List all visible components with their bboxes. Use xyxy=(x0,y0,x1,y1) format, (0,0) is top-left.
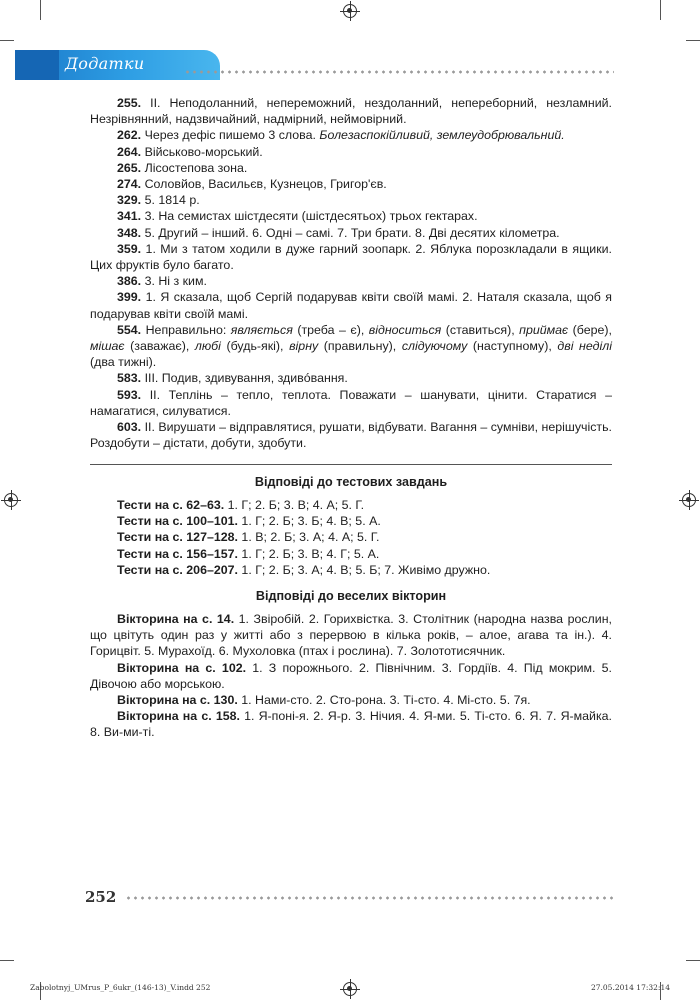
answer-text: (заважає), xyxy=(124,339,195,354)
answer-number: 348. xyxy=(117,225,142,240)
crop-mark xyxy=(686,960,700,961)
answer-text: (треба – є), xyxy=(292,322,369,337)
quiz-item xyxy=(90,692,612,708)
answer-number: 359. xyxy=(117,241,142,256)
answer-item xyxy=(90,322,612,371)
test-item-answers: 1. Г; 2. Б; 3. Б; 4. В; 5. А. xyxy=(237,514,381,529)
answer-item xyxy=(90,192,612,208)
answer-text: ІІ. Вирушати – відправлятися, рушати, відбувати. Вагання – сумніви, нерішучість. Роздобути – дістати, добути, здобути. xyxy=(90,420,612,451)
section-divider xyxy=(90,464,612,465)
registration-mark-icon xyxy=(682,493,696,507)
quiz-item xyxy=(90,660,612,692)
footer-dotted-line xyxy=(125,896,615,900)
answer-item xyxy=(90,160,612,176)
registration-mark-icon xyxy=(343,4,357,18)
test-item xyxy=(90,529,612,545)
crop-mark xyxy=(686,40,700,41)
answer-text: 3. На семистах шістдесяти (шістдесятьох) трьох гектарах. xyxy=(141,209,478,224)
answer-number: 265. xyxy=(117,160,142,175)
test-item xyxy=(90,562,612,578)
test-item-label: Тести на с. 127–128. xyxy=(117,530,238,545)
answer-example-text: мішає xyxy=(90,339,125,354)
answer-number: 593. xyxy=(117,387,142,402)
quiz-item-label: Вікторина на с. 158. xyxy=(117,709,240,724)
answer-text: 5. Другий – інший. 6. Одні – самі. 7. Три брати. 8. Дві десятих кілометра. xyxy=(141,225,560,240)
test-item-label: Тести на с. 62–63. xyxy=(117,498,225,512)
page-number: 252 xyxy=(85,888,117,906)
test-item-label: Тести на с. 100–101. xyxy=(117,514,238,529)
answer-text: Військово-морський. xyxy=(141,144,263,159)
registration-mark-icon xyxy=(343,982,357,996)
answer-item xyxy=(90,208,612,224)
quiz-item-answers: 1. Звіробій. 2. Горихвістка. 3. Столітник (народна назва рослин, що цвітуть один раз у житті або з перервою в кілька років, – алое, агава та ін.). 4. Горицвіт. 5. Мурахоїд. 6. Мухоловка (птах і рослина). 7. Золототисячник. xyxy=(90,612,612,659)
answer-number: 264. xyxy=(117,144,142,159)
answer-example-text: любі xyxy=(194,339,221,354)
slug-filename: Zabolotnyj_UMrus_P_6ukr_(146-13)_V.indd 252 xyxy=(30,983,211,992)
quiz-item-label: Вікторина на с. 102. xyxy=(117,660,247,675)
answer-item xyxy=(90,289,612,321)
test-item-label: Тести на с. 206–207. xyxy=(117,562,238,577)
answer-text: (бере), xyxy=(568,322,612,337)
answer-text: Неправильно: xyxy=(141,322,231,337)
tests-heading: Відповіді до тестових завдань xyxy=(254,475,448,489)
answer-text: (наступному), xyxy=(467,339,558,354)
answer-text: (два тижні). xyxy=(90,355,157,370)
answer-text: ІІ. Теплінь – тепло, теплота. Поважати – шанувати, цінити. Старатися – намагатися, силуватися. xyxy=(90,387,612,418)
header-dotted-line xyxy=(184,70,614,74)
quiz-item-answers: 1. Я-поні-я. 2. Я-р. 3. Нічия. 4. Я-ми. 5. Ті-сто. 6. Я. 7. Я-майка. 8. Ви-ми-ті. xyxy=(90,709,612,740)
answer-example-text: приймає xyxy=(519,322,569,337)
quiz-item xyxy=(90,611,612,660)
tests-list xyxy=(90,497,612,578)
quiz-item xyxy=(90,708,612,740)
answer-item xyxy=(90,241,612,273)
answer-item xyxy=(90,419,612,451)
test-item xyxy=(90,513,612,529)
quizzes-heading: Відповіді до веселих вікторин xyxy=(255,589,447,603)
answer-item xyxy=(90,95,612,127)
quiz-item-answers: 1. Нами-сто. 2. Сто-рона. 3. Ті-сто. 4. Мі-сто. 5. 7я. xyxy=(237,693,531,708)
answer-number: 399. xyxy=(117,290,142,305)
section-title: Додатки xyxy=(65,54,145,73)
section-tab-accent xyxy=(15,50,59,80)
answer-number: 329. xyxy=(117,193,142,208)
answer-example-text: слідуючому xyxy=(401,339,468,354)
answer-item xyxy=(90,127,612,143)
crop-mark xyxy=(40,0,41,20)
answer-text: (правильну), xyxy=(318,339,402,354)
answer-text: Лісостепова зона. xyxy=(141,160,248,175)
answer-text: 1. Ми з татом ходили в дуже гарний зоопарк. 2. Яблука порозкладали в ящики. Цих фруктів було багато. xyxy=(90,241,612,273)
answer-number: 603. xyxy=(117,420,142,435)
test-item-answers: 1. Г; 2. Б; 3. В; 4. Г; 5. А. xyxy=(237,546,380,561)
answer-number: 386. xyxy=(117,274,142,289)
answer-item xyxy=(90,144,612,160)
answer-example-text: вірну xyxy=(289,339,319,354)
answer-item xyxy=(90,387,612,419)
crop-mark xyxy=(0,960,14,961)
answer-example-text: являється xyxy=(230,322,293,337)
answer-text: Соловйов, Васильєв, Кузнецов, Григор'єв. xyxy=(141,177,387,192)
quiz-item-answers: 1. З порожнього. 2. Північним. 3. Гордіїв. 4. Під мокрим. 5. Дівочою або морською. xyxy=(90,660,612,691)
answer-text: (будь-які), xyxy=(220,339,290,354)
answer-item xyxy=(90,370,612,386)
registration-mark-icon xyxy=(4,493,18,507)
answer-text: 5. 1814 р. xyxy=(141,193,200,208)
answer-example-text: відноситься xyxy=(368,322,442,337)
answer-number: 262. xyxy=(117,128,142,143)
test-item-answers: 1. В; 2. Б; 3. А; 4. А; 5. Г. xyxy=(237,530,380,545)
test-item-answers: 1. Г; 2. Б; 3. А; 4. В; 5. Б; 7. Живімо дружно. xyxy=(237,562,491,577)
answer-number: 554. xyxy=(117,322,142,337)
answers-list xyxy=(90,95,612,451)
crop-mark xyxy=(660,0,661,20)
answer-item xyxy=(90,176,612,192)
quizzes-list xyxy=(90,611,612,741)
answer-text: Через дефіс пишемо 3 слова. xyxy=(141,128,320,143)
test-item xyxy=(90,546,612,562)
test-item xyxy=(90,497,612,513)
test-item-label: Тести на с. 156–157. xyxy=(117,546,238,561)
answer-number: 255. xyxy=(117,96,142,110)
answer-text: ІІІ. Подив, здивування, здивóвання. xyxy=(141,371,348,386)
answer-number: 341. xyxy=(117,209,142,224)
answer-text: 1. Я сказала, щоб Сергій подарував квіти своїй мамі. 2. Наталя сказала, щоб я подарував квіти своїй мамі. xyxy=(90,290,612,321)
answer-example-text: дві неділі xyxy=(557,339,612,354)
answer-text: ІІ. Неподоланний, непереможний, нездоланний, непереборний, незламний. Незрівнянний, надзвичайний, надмірний, неймовірний. xyxy=(90,96,612,127)
quiz-item-label: Вікторина на с. 14. xyxy=(117,612,235,626)
answer-item xyxy=(90,225,612,241)
answer-example-text: Болезаспокійливий, землеудобрювальний. xyxy=(319,128,565,143)
answer-number: 583. xyxy=(117,371,142,386)
quiz-item-label: Вікторина на с. 130. xyxy=(117,693,238,708)
crop-mark xyxy=(0,40,14,41)
slug-date: 27.05.2014 17:32:14 xyxy=(590,983,670,992)
answer-text: 3. Ні з ким. xyxy=(141,274,207,289)
test-item-answers: 1. Г; 2. Б; 3. В; 4. А; 5. Г. xyxy=(224,498,365,512)
answer-number: 274. xyxy=(117,177,142,192)
answer-item xyxy=(90,273,612,289)
answer-text: (ставиться), xyxy=(441,322,520,337)
